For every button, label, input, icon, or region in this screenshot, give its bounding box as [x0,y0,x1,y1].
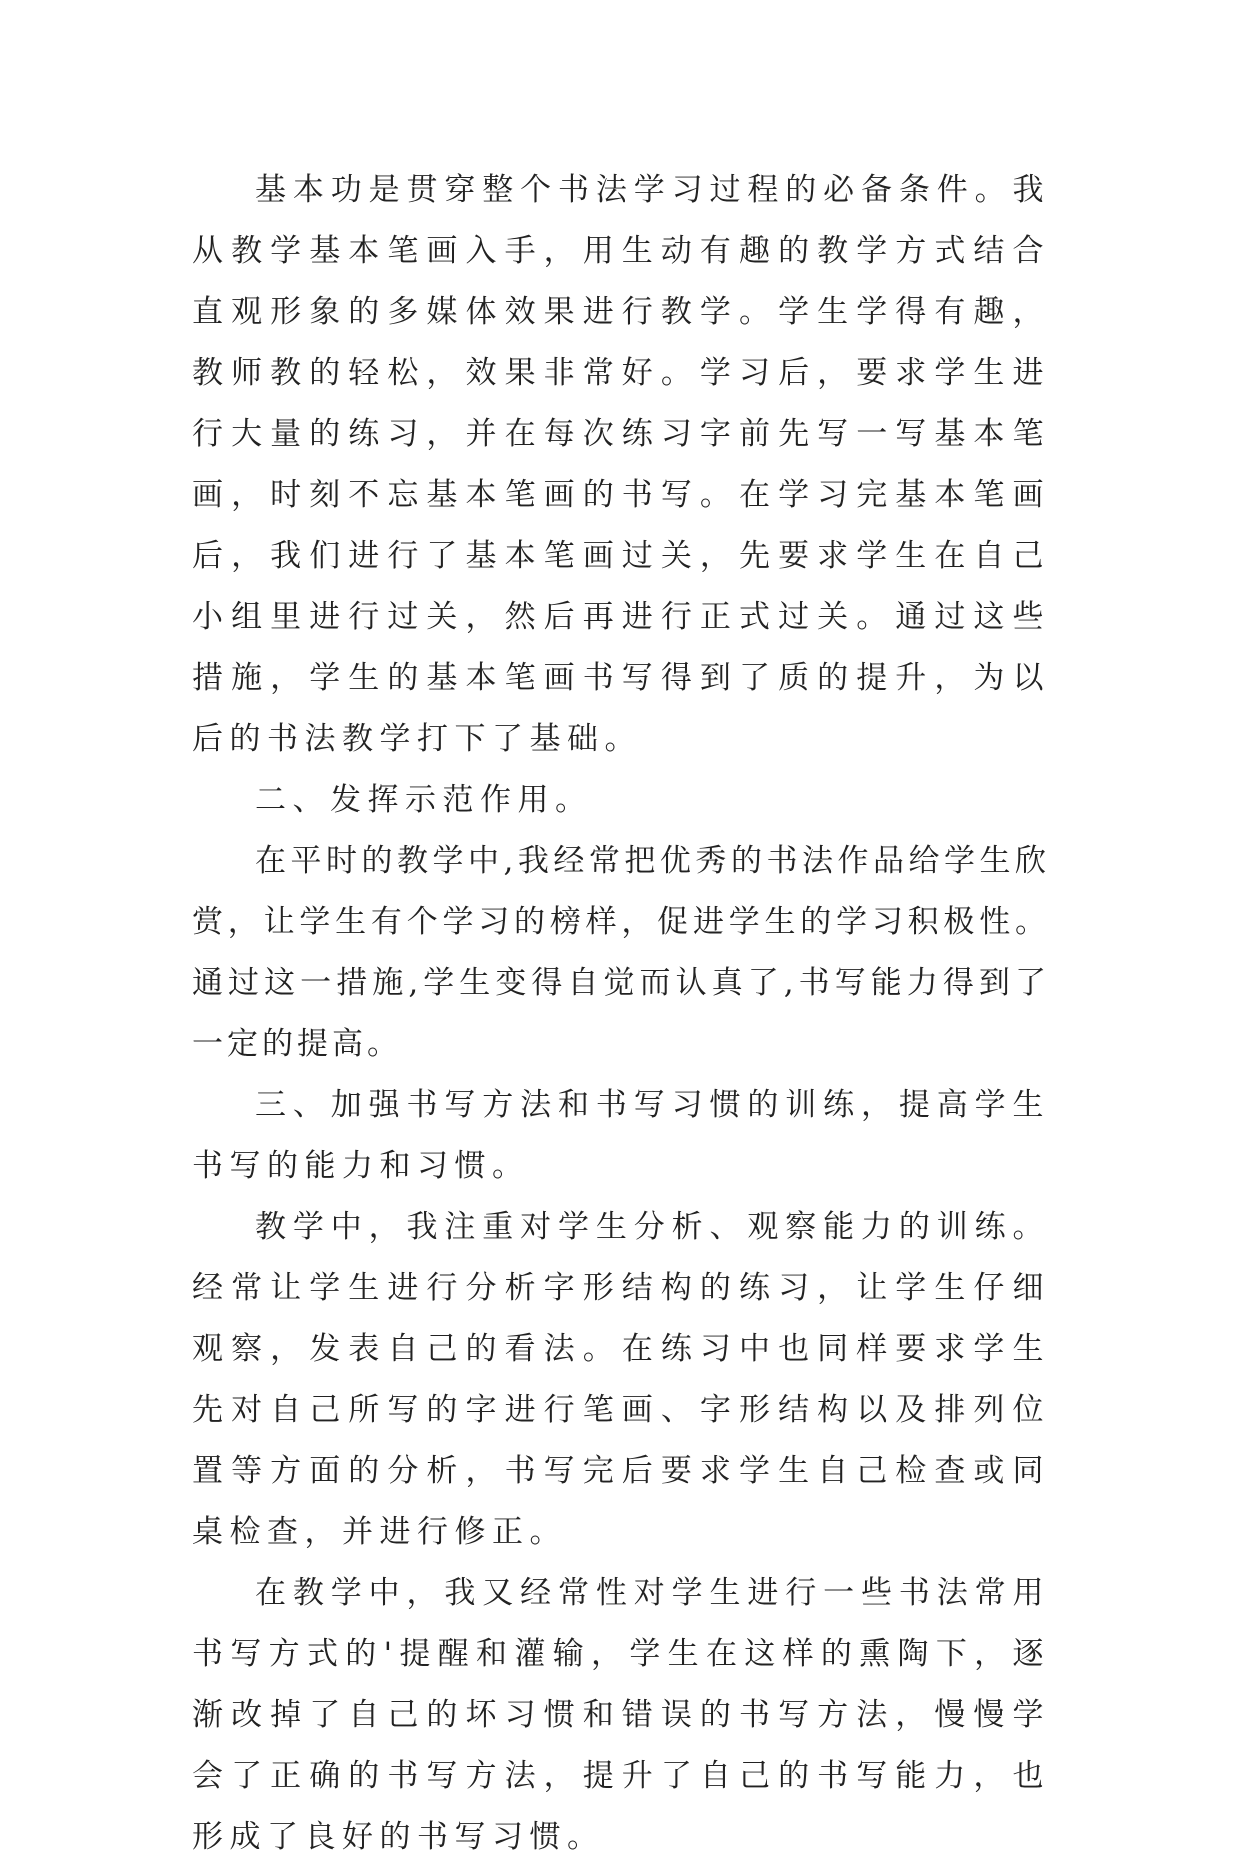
section-heading-demonstration: 二、发挥示范作用。 [255,782,593,818]
section-heading-writing-habits: 三、加强书写方法和书写习惯的训练，提高学生书写的能力和习惯。 [192,1087,1050,1184]
paragraph-habit-formation: 在教学中，我又经常性对学生进行一些书法常用书写方式的'提醒和灌输，学生在这样的熏陶下，逐渐改掉了自己的坏习惯和错误的书写方法，慢慢学会了正确的书写方法，提升了自己的书写能力，也形成了良好的书写习惯。 [192,1575,1050,1855]
paragraph-basic-skills: 基本功是贯穿整个书法学习过程的必备条件。我从教学基本笔画入手，用生动有趣的教学方式结合直观形象的多媒体效果进行教学。学生学得有趣，教师教的轻松，效果非常好。学习后，要求学生进行大量的练习，并在每次练习字前先写一写基本笔画，时刻不忘基本笔画的书写。在学习完基本笔画后，我们进行了基本笔画过关，先要求学生在自己小组里进行过关，然后再进行正式过关。通过这些措施，学生的基本笔画书写得到了质的提升，为以后的书法教学打下了基础。 [192,172,1050,757]
document-body [192,160,1050,1868]
paragraph-demonstration: 在平时的教学中,我经常把优秀的书法作品给学生欣赏，让学生有个学习的榜样，促进学生的学习积极性。通过这一措施,学生变得自觉而认真了,书写能力得到了一定的提高。 [192,843,1050,1062]
paragraph-analysis-training: 教学中，我注重对学生分析、观察能力的训练。经常让学生进行分析字形结构的练习，让学生仔细观察，发表自己的看法。在练习中也同样要求学生先对自己所写的字进行笔画、字形结构以及排列位置等方面的分析，书写完后要求学生自己检查或同桌检查，并进行修正。 [192,1209,1050,1550]
